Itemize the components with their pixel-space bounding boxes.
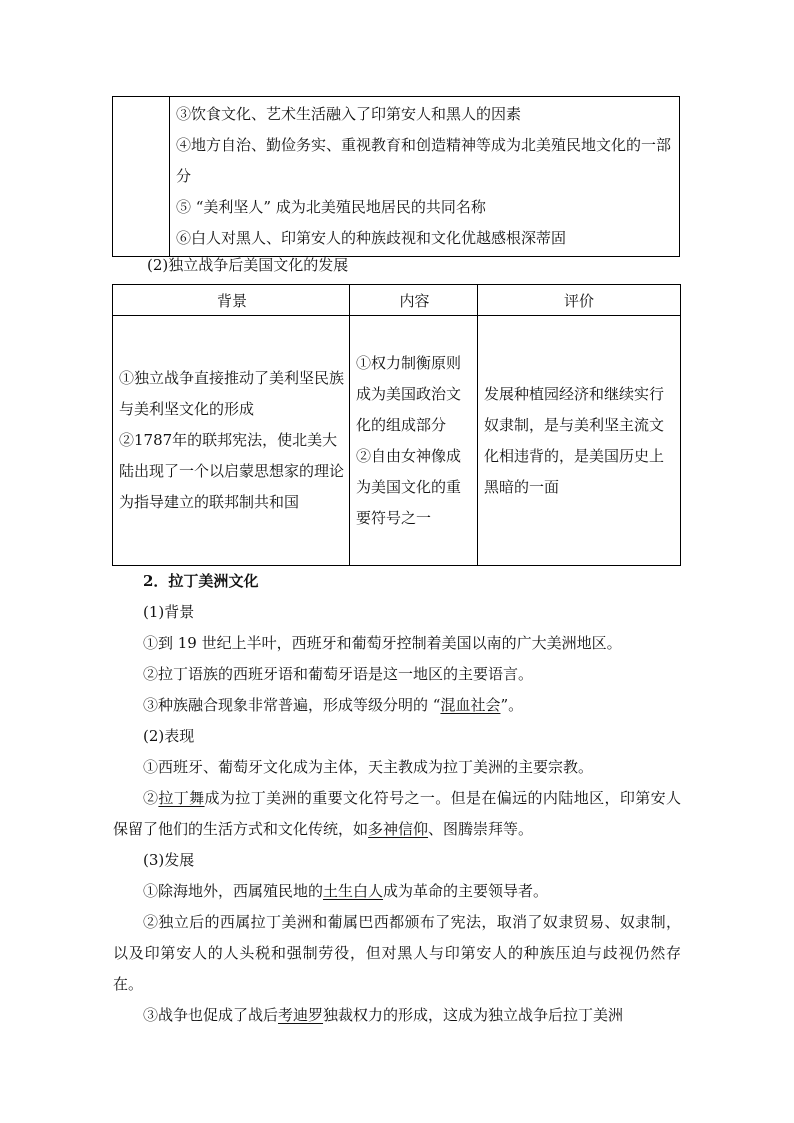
culture-table-continuation (112, 96, 680, 257)
list-item: ⑤ “美利坚人” 成为北美殖民地居民的共同名称 (176, 198, 486, 216)
content-item: ①权力制衡原则成为美国政治文化的组成部分 (356, 353, 462, 434)
post-independence-table (112, 284, 681, 566)
subheading: (1)背景 (143, 603, 195, 621)
background-cell (113, 316, 350, 566)
underlined-term: 考迪罗 (278, 1006, 324, 1024)
section-heading: (2)独立战争后美国文化的发展 (147, 256, 349, 274)
content-cell (350, 316, 478, 566)
table-empty-cell (113, 97, 170, 257)
header-background: 背景 (113, 285, 350, 316)
underlined-term: 多神信仰 (368, 820, 429, 838)
list-item: ③饮食文化、艺术生活融入了印第安人和黑人的因素 (176, 105, 522, 123)
subheading: (2)表现 (143, 727, 195, 745)
header-content: 内容 (350, 285, 478, 316)
content-item: ②自由女神像成为美国文化的重要符号之一 (356, 446, 462, 527)
table-content-cell (170, 97, 680, 257)
paragraph: ①西班牙、葡萄牙文化成为主体，天主教成为拉丁美洲的主要宗教。 (143, 758, 594, 776)
paragraph: ③战争也促成了战后考迪罗独裁权力的形成，这成为独立战争后拉丁美洲 (143, 1006, 624, 1024)
subheading: (3)发展 (143, 851, 195, 869)
list-item: ⑥白人对黑人、印第安人的种族歧视和文化优越感根深蒂固 (176, 229, 567, 247)
evaluation-text: 发展种植园经济和继续实行奴隶制，是与美利坚主流文化相违背的，是美国历史上黑暗的一面 (484, 384, 665, 496)
paragraph: ③种族融合现象非常普遍，形成等级分明的 “混血社会”。 (143, 696, 524, 714)
paragraph: ①到 19 世纪上半叶，西班牙和葡萄牙控制着美国以南的广大美洲地区。 (143, 634, 622, 652)
background-item: ①独立战争直接推动了美利坚民族与美利坚文化的形成 (119, 369, 345, 418)
body-text (113, 566, 681, 1031)
paragraph: ②独立后的西属拉丁美洲和葡属巴西都颁布了宪法，取消了奴隶贸易、奴隶制，以及印第安人的人头税和强制劳役，但对黑人与印第安人的种族压迫与歧视仍然存在。 (113, 913, 681, 993)
section-title: 2．拉丁美洲文化 (143, 572, 259, 590)
header-evaluation: 评价 (478, 285, 681, 316)
underlined-term: 混血社会 (440, 696, 501, 714)
paragraph: ①除海地外，西属殖民地的土生白人成为革命的主要领导者。 (143, 882, 549, 900)
evaluation-cell (478, 316, 681, 566)
underlined-term: 拉丁舞 (158, 789, 205, 807)
underlined-term: 土生白人 (323, 882, 384, 900)
list-item: ④地方自治、勤俭务实、重视教育和创造精神等成为北美殖民地文化的一部分 (176, 136, 672, 185)
background-item: ②1787年的联邦宪法，使北美大陆出现了一个以启蒙思想家的理论为指导建立的联邦制共和国 (119, 431, 345, 511)
table-row (113, 316, 681, 566)
paragraph: ②拉丁舞成为拉丁美洲的重要文化符号之一。但是在偏远的内陆地区，印第安人保留了他们的生活方式和文化传统，如多神信仰、图腾崇拜等。 (113, 789, 681, 838)
paragraph: ②拉丁语族的西班牙语和葡萄牙语是这一地区的主要语言。 (143, 665, 534, 683)
